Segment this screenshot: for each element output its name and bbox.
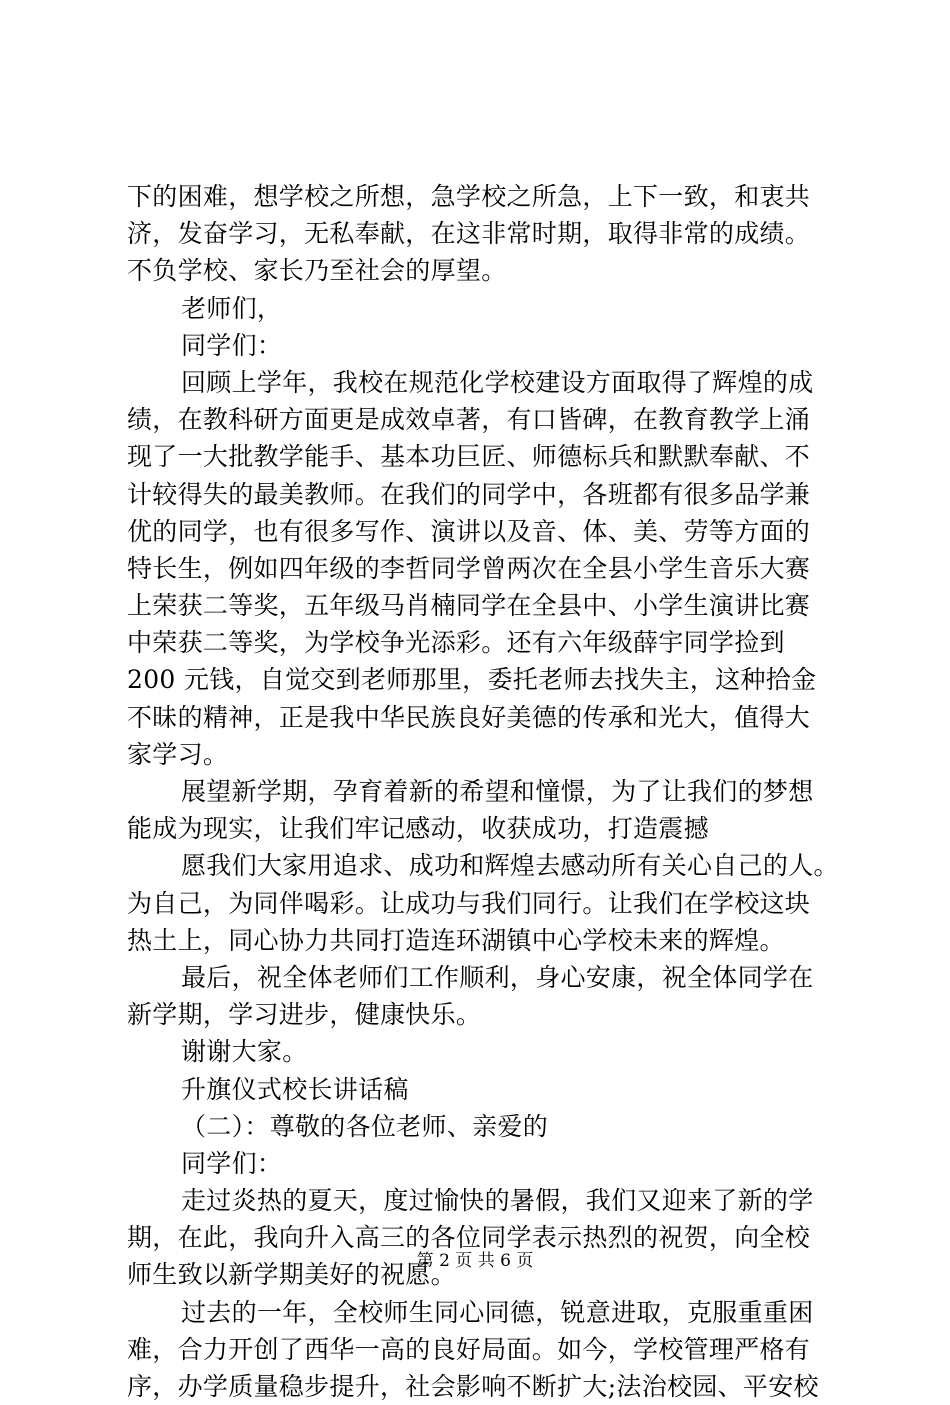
text-line: 走过炎热的夏天，度过愉快的暑假，我们又迎来了新的学 [181, 1186, 814, 1216]
text-line: 为自己，为同伴喝彩。让成功与我们同行。让我们在学校这块 [127, 888, 811, 918]
text-line: 展望新学期，孕育着新的希望和憧憬，为了让我们的梦想 [181, 777, 814, 806]
text-line: 现了一大批教学能手、基本功巨匠、师德标兵和默默奉献、不 [127, 442, 811, 472]
text-line: 难，合力开创了西华一高的良好局面。如今，学校管理严格有 [127, 1334, 811, 1364]
text-line: 最后，祝全体老师们工作顺利，身心安康，祝全体同学在 [181, 962, 814, 992]
text-line: 升旗仪式校长讲话稿 [181, 1074, 409, 1104]
text-line: 同学们： [181, 1148, 283, 1178]
text-line: 师生致以新学期美好的祝愿。 [127, 1260, 456, 1290]
text-line: 愿我们大家用追求、成功和辉煌去感动所有关心自己的人。 [181, 851, 839, 881]
text-line: 老师们， [181, 293, 283, 323]
text-line: 序，办学质量稳步提升，社会影响不断扩大;法治校园、平安校 [127, 1372, 819, 1401]
text-line: 同学们： [181, 330, 283, 360]
text-line: 家学习。 [127, 739, 229, 769]
page-footer: 第 2 页 共 6 页 [416, 1251, 534, 1271]
text-line: 优的同学，也有很多写作、演讲以及音、体、美、劳等方面的 [127, 516, 811, 546]
text-line: 200 元钱，自觉交到老师那里，委托老师去找失主，这种拾金 [127, 665, 817, 695]
text-line: 能成为现实，让我们牢记感动，收获成功，打造震撼 [127, 814, 709, 844]
text-line: 上荣获二等奖，五年级马肖楠同学在全县中、小学生演讲比赛 [127, 591, 811, 621]
text-line: 特长生，例如四年级的李哲同学曾两次在全县小学生音乐大赛 [127, 553, 811, 583]
text-line: 绩，在教科研方面更是成效卓著，有口皆碑，在教育教学上涌 [127, 405, 811, 435]
text-line: 中荣获二等奖，为学校争光添彩。还有六年级薛宇同学捡到 [127, 628, 785, 658]
text-line: 下的困难，想学校之所想，急学校之所急，上下一致，和衷共 [127, 182, 811, 211]
text-line: 过去的一年，全校师生同心同德，锐意进取，克服重重困 [181, 1297, 814, 1327]
text-line: 计较得失的最美教师。在我们的同学中，各班都有很多品学兼 [127, 479, 811, 509]
text-line: 新学期，学习进步，健康快乐。 [127, 1000, 482, 1030]
text-line: 谢谢大家。 [181, 1037, 308, 1067]
text-line: 热土上，同心协力共同打造连环湖镇中心学校未来的辉煌。 [127, 925, 785, 955]
text-line: 回顾上学年，我校在规范化学校建设方面取得了辉煌的成 [181, 367, 814, 397]
document-body [127, 178, 847, 1405]
text-line: （二）：尊敬的各位老师、亲爱的 [181, 1111, 549, 1141]
text-line: 济，发奋学习，无私奉献，在这非常时期，取得非常的成绩。 [127, 219, 811, 249]
text-line: 期，在此，我向升入高三的各位同学表示热烈的祝贺，向全校 [127, 1223, 811, 1253]
text-line: 不昧的精神，正是我中华民族良好美德的传承和光大，值得大 [127, 702, 811, 732]
text-line: 不负学校、家长乃至社会的厚望。 [127, 256, 507, 286]
